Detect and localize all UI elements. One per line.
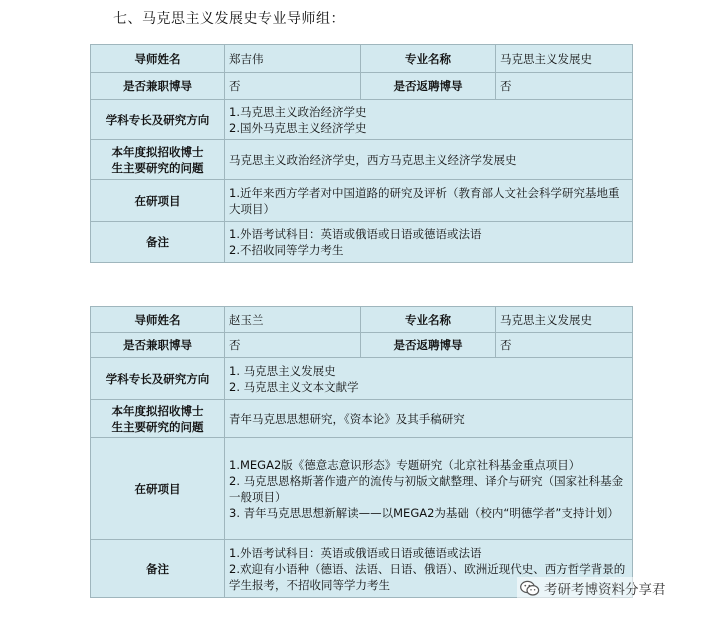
rehired-value: 否 — [496, 73, 633, 100]
tutor-table-2 — [90, 306, 633, 598]
table-row — [91, 222, 633, 263]
major-value: 马克思主义发展史 — [496, 45, 633, 73]
notes-label: 备注 — [91, 540, 225, 598]
table-row — [91, 358, 633, 400]
topics-value: 马克思主义政治经济学史，西方马克思主义经济学发展史 — [225, 140, 633, 180]
tutor-table-1 — [90, 44, 633, 263]
projects-label: 在研项目 — [91, 180, 225, 222]
project-item: 1.近年来西方学者对中国道路的研究及评析（教育部人文社会科学研究基地重大项目） — [229, 185, 620, 216]
table-row — [91, 140, 633, 180]
table-row — [91, 100, 633, 140]
table-row — [91, 307, 633, 333]
expertise-line: 2. 马克思主义文本文献学 — [229, 379, 359, 394]
parttime-value: 否 — [225, 73, 361, 100]
project-item: 1.MEGA2版《德意志意识形态》专题研究（北京社科基金重点项目） — [229, 457, 581, 472]
tutor-name-label: 导师姓名 — [91, 45, 225, 73]
topics-label-line: 生主要研究的问题 — [111, 160, 204, 175]
expertise-label: 学科专长及研究方向 — [91, 100, 225, 140]
wechat-icon — [520, 580, 540, 597]
table-row — [91, 438, 633, 540]
tutor-name-label: 导师姓名 — [91, 307, 225, 333]
projects-value — [225, 438, 633, 540]
notes-value — [225, 222, 633, 263]
topics-label — [91, 400, 225, 438]
table-row — [91, 45, 633, 73]
watermark — [517, 577, 669, 599]
expertise-line: 1.马克思主义政治经济学史 — [229, 104, 367, 119]
parttime-label: 是否兼职博导 — [91, 333, 225, 358]
rehired-label: 是否返聘博导 — [361, 73, 496, 100]
rehired-value: 否 — [496, 333, 633, 358]
watermark-text: 考研考博资料分享君 — [544, 582, 666, 598]
table-row — [91, 333, 633, 358]
expertise-value — [225, 100, 633, 140]
parttime-label: 是否兼职博导 — [91, 73, 225, 100]
major-label: 专业名称 — [361, 45, 496, 73]
notes-label: 备注 — [91, 222, 225, 263]
topics-value: 青年马克思思想研究，《资本论》及其手稿研究 — [225, 400, 633, 438]
note-item: 2.不招收同等学力考生 — [229, 243, 344, 257]
note-item: 1.外语考试科目：英语或俄语或日语或德语或法语 — [229, 545, 482, 560]
tutor-name: 郑吉伟 — [225, 45, 361, 73]
tutor-name: 赵玉兰 — [225, 307, 361, 333]
note-item: 1.外语考试科目：英语或俄语或日语或德语或法语 — [229, 227, 482, 241]
section-title: 七、马克思主义发展史专业导师组： — [113, 11, 345, 27]
project-item: 2. 马克思恩格斯著作遗产的流传与初版文献整理、译介与研究（国家社科基金一般项目） — [229, 473, 624, 504]
expertise-label: 学科专长及研究方向 — [91, 358, 225, 400]
topics-label — [91, 140, 225, 180]
table-row — [91, 180, 633, 222]
project-item: 3. 青年马克思思想新解读——以MEGA2为基础（校内“明德学者”支持计划） — [229, 505, 619, 520]
topics-label-line: 生主要研究的问题 — [111, 419, 204, 434]
projects-label: 在研项目 — [91, 438, 225, 540]
expertise-value — [225, 358, 633, 400]
table-row — [91, 400, 633, 438]
expertise-line: 1. 马克思主义发展史 — [229, 363, 336, 378]
projects-value — [225, 180, 633, 222]
major-label: 专业名称 — [361, 307, 496, 333]
table-row — [91, 73, 633, 100]
parttime-value: 否 — [225, 333, 361, 358]
note-item: 2.欢迎有小语种（德语、法语、日语、俄语）、欧洲近现代史、西方哲学背景的学生报考，不招收同等学力考生 — [229, 561, 626, 592]
topics-label-line: 本年度拟招收博士 — [111, 144, 204, 159]
topics-label-line: 本年度拟招收博士 — [111, 403, 204, 418]
major-value: 马克思主义发展史 — [496, 307, 633, 333]
expertise-line: 2.国外马克思主义经济学史 — [229, 120, 367, 135]
rehired-label: 是否返聘博导 — [361, 333, 496, 358]
